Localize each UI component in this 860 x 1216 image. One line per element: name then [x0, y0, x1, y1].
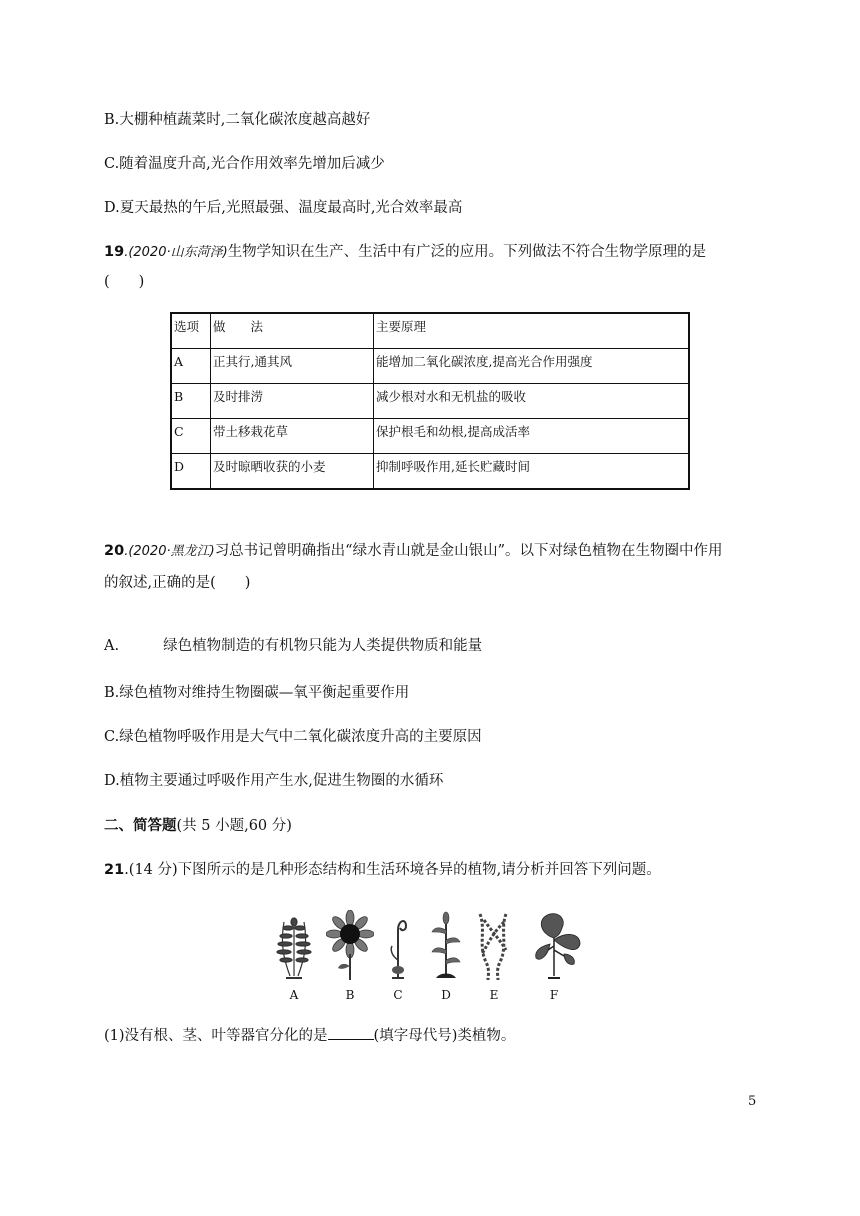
- plant-figure: [270, 910, 590, 1002]
- table-header-cell: 选项: [171, 313, 211, 349]
- table-header-cell: 主要原理: [374, 313, 690, 349]
- q18-option-c: C.随着温度升高,光合作用效率先增加后减少: [104, 156, 385, 172]
- q19-table: [170, 312, 690, 490]
- table-cell: 带土移栽花草: [211, 419, 374, 454]
- table-cell: D: [171, 454, 211, 490]
- q20-option-a-label: A.: [104, 638, 120, 654]
- ginkgo-icon: [524, 910, 584, 982]
- plant-c: [374, 910, 422, 1002]
- q21-sub1-after: (填字母代号)类植物。: [373, 1028, 516, 1044]
- plant-a: [270, 910, 318, 1002]
- plant-d: [422, 910, 470, 1002]
- q20-option-c: C.绿色植物呼吸作用是大气中二氧化碳浓度升高的主要原因: [104, 729, 482, 745]
- plant-label-a: A: [289, 988, 299, 1002]
- section-heading: [104, 816, 292, 836]
- q20-number: 20: [104, 543, 125, 559]
- table-cell: 及时晾晒收获的小麦: [211, 454, 374, 490]
- q20-stem-line1: [104, 541, 723, 562]
- table-cell: 及时排涝: [211, 384, 374, 419]
- algae-icon: [470, 910, 518, 982]
- plant-label-b: B: [345, 988, 355, 1002]
- table-cell: 保护根毛和幼根,提高成活率: [374, 419, 690, 454]
- q21-number: 21: [104, 862, 125, 878]
- plant-label-d: D: [441, 988, 451, 1002]
- table-row: [171, 454, 689, 490]
- q18-option-b: B.大棚种植蔬菜时,二氧化碳浓度越高越好: [104, 112, 371, 128]
- section-title: 二、简答题: [104, 817, 177, 834]
- q20-option-d: D.植物主要通过呼吸作用产生水,促进生物圈的水循环: [104, 773, 444, 789]
- q21-stem: [104, 860, 661, 880]
- q20-stem-line2: 的叙述,正确的是( ): [104, 575, 251, 591]
- q20-option-a: [104, 636, 482, 656]
- table-row: [171, 349, 689, 384]
- sunflower-icon: [326, 910, 374, 982]
- table-cell: 能增加二氧化碳浓度,提高光合作用强度: [374, 349, 690, 384]
- q20-option-a-text: 绿色植物制造的有机物只能为人类提供物质和能量: [163, 638, 483, 654]
- table-row: [171, 384, 689, 419]
- q19-number: 19: [104, 244, 125, 260]
- q20-stem-text: 习总书记曾明确指出“绿水青山就是金山银山”。以下对绿色植物在生物圈中作用: [214, 543, 723, 559]
- table-header-row: [171, 313, 689, 349]
- plant-label-e: E: [489, 988, 499, 1002]
- q19-source: .(2020·山东菏泽): [124, 245, 228, 260]
- table-cell: C: [171, 419, 211, 454]
- page-number: 5: [748, 1094, 757, 1109]
- moss-icon: [374, 910, 422, 982]
- q20-option-b: B.绿色植物对维持生物圈碳—氧平衡起重要作用: [104, 685, 410, 701]
- plant-label-c: C: [393, 988, 403, 1002]
- section-detail: (共 5 小题,60 分): [176, 818, 292, 834]
- plant-b: [326, 910, 374, 1002]
- corn-icon: [422, 910, 470, 982]
- table-row: [171, 419, 689, 454]
- table-cell: 减少根对水和无机盐的吸收: [374, 384, 690, 419]
- table-cell: 正其行,通其风: [211, 349, 374, 384]
- table-cell: A: [171, 349, 211, 384]
- plant-f: [524, 910, 572, 1002]
- q21-sub1: [104, 1025, 515, 1046]
- q21-sub1-before: (1)没有根、茎、叶等器官分化的是: [104, 1028, 328, 1044]
- table-cell: 抑制呼吸作用,延长贮藏时间: [374, 454, 690, 490]
- q21-stem-text: .(14 分)下图所示的是几种形态结构和生活环境各异的植物,请分析并回答下列问题。: [124, 862, 661, 878]
- q19-answer-bracket: ( ): [104, 274, 145, 290]
- plant-e: [470, 910, 518, 1002]
- q20-source: .(2020·黑龙江): [124, 544, 215, 559]
- plant-label-f: F: [549, 988, 559, 1002]
- table-header-cell: 做 法: [211, 313, 374, 349]
- fern-icon: [270, 910, 318, 982]
- q19-stem-text: 生物学知识在生产、生活中有广泛的应用。下列做法不符合生物学原理的是: [227, 244, 707, 260]
- q18-option-d: D.夏天最热的午后,光照最强、温度最高时,光合效率最高: [104, 200, 463, 216]
- answer-blank[interactable]: [328, 1025, 374, 1040]
- q19-stem: [104, 242, 706, 263]
- table-cell: B: [171, 384, 211, 419]
